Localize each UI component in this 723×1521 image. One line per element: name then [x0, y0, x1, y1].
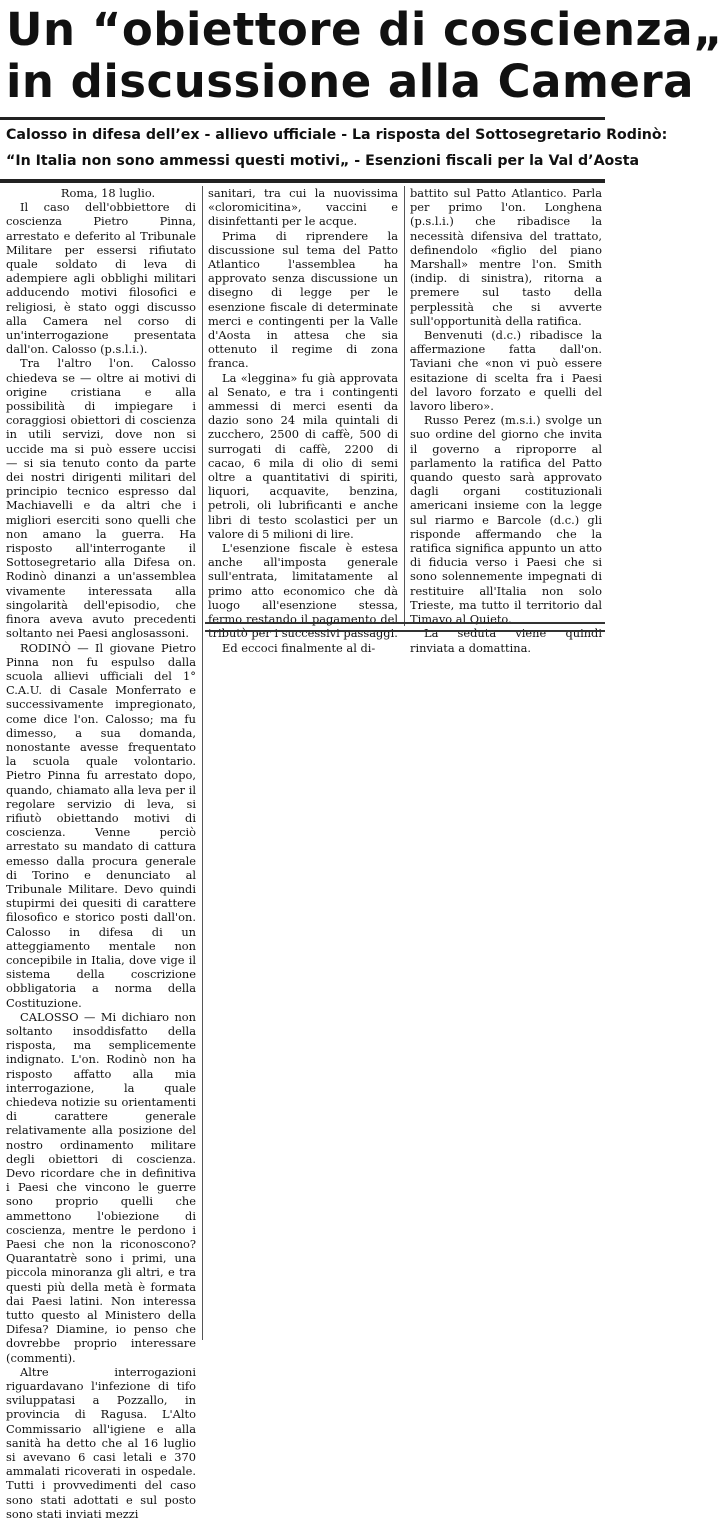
paragraph: La «leggina» fu già approvata al Senato, e tra i contingenti ammessi di merci esenti da dazio sono 24 mila quintali di zucchero, 2500 di caffè, 500 di surrogati di caffè, 2200 di cacao, 6 mila di olio di semi oltre a quantitativi di spiriti, liquori, acquavite, benzina, petroli, oli lubrificanti e anche libri di testo scolastici per un valore di 5 milioni di lire.: [208, 370, 398, 541]
paragraph: Prima di riprendere la discussione sul tema del Patto Atlantico l'assemblea ha approvato senza discussione un disegno di legge per le esenzione fiscale di determinate merci e contingenti per la Valle d'Aosta in attesa che sia ottenuto il regime di zona franca.: [208, 228, 398, 371]
paragraph: sanitari, tra cui la nuovissima «cloromicitina», vaccini e disinfettanti per le acque.: [208, 186, 398, 229]
article-column-2: [208, 186, 398, 655]
dateline: Roma, 18 luglio.: [60, 186, 156, 200]
paragraph: battito sul Patto Atlantico. Parla per primo l'on. Longhena (p.s.l.i.) che ribadisce la necessità difensiva del trattato, definendolo «figlio del piano Marshall» mentre l'on. Smith (indip. di sinistra), ritorna a premere sul tasto della perplessità che si avverte sull'opportunità della ratifica.: [410, 186, 602, 328]
paragraph: Benvenuti (d.c.) ribadisce la affermazione fatta dall'on. Taviani che «non vi può essere esitazione di scelta fra i Paesi del lavoro forzato e quelli del lavoro libero».: [410, 328, 602, 414]
paragraph: Russo Perez (m.s.i.) svolge un suo ordine del giorno che invita il governo a riproporre al parlamento la ratifica del Patto quando questo sarà approvato dagli organi costituzionali americani insieme con la legge sul riarmo e Barcole (d.c.) gli risponde affermando che la ratifica significa appunto un atto di fiducia verso i Paesi che si sono solennemente impegnati di restituire all'Italia non solo Trieste, ma tutto il territorio dal Timavo al Quieto.: [410, 413, 602, 627]
headline-rule: [0, 117, 605, 120]
subheadline-line-1: Calosso in difesa dell’ex - allievo ufficiale - La risposta del Sottosegretario Rodinò:: [6, 127, 668, 143]
headline-line-2: in discussione alla Camera: [6, 55, 694, 108]
section-end-rule: [205, 622, 605, 632]
headline: [6, 3, 723, 108]
subheadline-line-2: “In Italia non sono ammessi questi motivi„ - Esenzioni fiscali per la Val d’Aosta: [6, 153, 640, 169]
paragraph: Il caso dell'obbiettore di coscienza Pietro Pinna, arrestato e deferito al Tribunale Militare per essersi rifiutato quale soldato di leva di adempiere agli obblighi militari adducendo motivi filosofici e religiosi, è stato oggi discusso alla Camera nel corso di un'interrogazione presentata dall'on. Calosso (p.s.l.i.).: [6, 200, 196, 357]
subheadline-rule: [0, 179, 605, 183]
paragraph: Ed eccoci finalmente al di-: [222, 640, 376, 655]
paragraph: La seduta viene quindi rinviata a domattina.: [410, 626, 602, 655]
article-column-3: [410, 186, 602, 655]
paragraph: CALOSSO — Mi dichiaro non soltanto insoddisfatto della risposta, ma semplicemente indignato. L'on. Rodinò non ha risposto affatto alla mia interrogazione, la quale chiedeva notizie su orientamenti di carattere generale relativamente alla posizione del nostro ordinamento militare degli obiettori di coscienza. Devo ricordare che in definitiva i Paesi che vincono le guerre sono proprio quelli che ammettono l'obiezione di coscienza, mentre le perdono i Paesi che non la riconoscono? Quarantatrè sono i primi, una piccola minoranza gli altri, e tra questi più della metà è formata dai Paesi latini. Non interessa tutto questo al Ministero della Difesa? Diamine, io penso che dovrebbe proprio interessare (commenti).: [6, 1009, 196, 1365]
column-divider: [202, 186, 203, 1340]
paragraph: Altre interrogazioni riguardavano l'infezione di tifo sviluppatasi a Pozzallo, in provincia di Ragusa. L'Alto Commissario all'igiene e alla sanità ha detto che al 16 luglio si avevano 6 casi letali e 370 ammalati ricoverati in ospedale. Tutti i provvedimenti del caso sono stati adottati e sul posto sono stati inviati mezzi: [6, 1364, 196, 1521]
paragraph: RODINÒ — Il giovane Pietro Pinna non fu espulso dalla scuola allievi ufficiali del 1° C.A.U. di Casale Monferrato e successivamente impregionato, come dice l'on. Calosso; ma fu dimesso, a sua domanda, nonostante avesse frequentato la scuola quale volontario. Pietro Pinna fu arrestato dopo, quando, chiamato alla leva per il regolare servizio di leva, si rifiutò obiettando motivi di coscienza. Venne perciò arrestato su mandato di cattura emesso dalla procura generale di Torino e denunciato al Tribunale Militare. Devo quindi stupirmi dei quesiti di carattere filosofico e storico posti dall'on. Calosso in difesa di un atteggiamento mentale non concepibile in Italia, dove vige il sistema della coscrizione obbligatoria a norma della Costituzione.: [6, 640, 196, 1010]
paragraph: L'esenzione fiscale è estesa anche all'imposta generale sull'entrata, limitatamente al primo atto economico che dà luogo all'esenzione stessa, fermo restando il pagamento del tributò per i successivi passaggi.: [208, 541, 398, 641]
subheadline: [6, 122, 668, 174]
headline-line-1: Un “obiettore di coscienza„: [6, 3, 723, 56]
column-divider: [404, 186, 405, 626]
paragraph: Tra l'altro l'on. Calosso chiedeva se — oltre ai motivi di origine cristiana e alla possibilità di impiegare i coraggiosi obiettori di coscienza in utili servizi, dove non si uccide ma si può essere uccisi — si sia tenuto conto da parte dei nostri dirigenti militari del principio tecnico espresso dal Machiavelli e da altri che i migliori eserciti sono quelli che non amano la guerra. Ha risposto all'interrogante il Sottosegretario alla Difesa on. Rodinò dinanzi a un'assemblea vivamente interessata alla singolarità dell'episodio, che finora aveva avuto precedenti soltanto nei Paesi anglosassoni.: [6, 356, 196, 641]
article-column-1: [6, 186, 196, 1521]
